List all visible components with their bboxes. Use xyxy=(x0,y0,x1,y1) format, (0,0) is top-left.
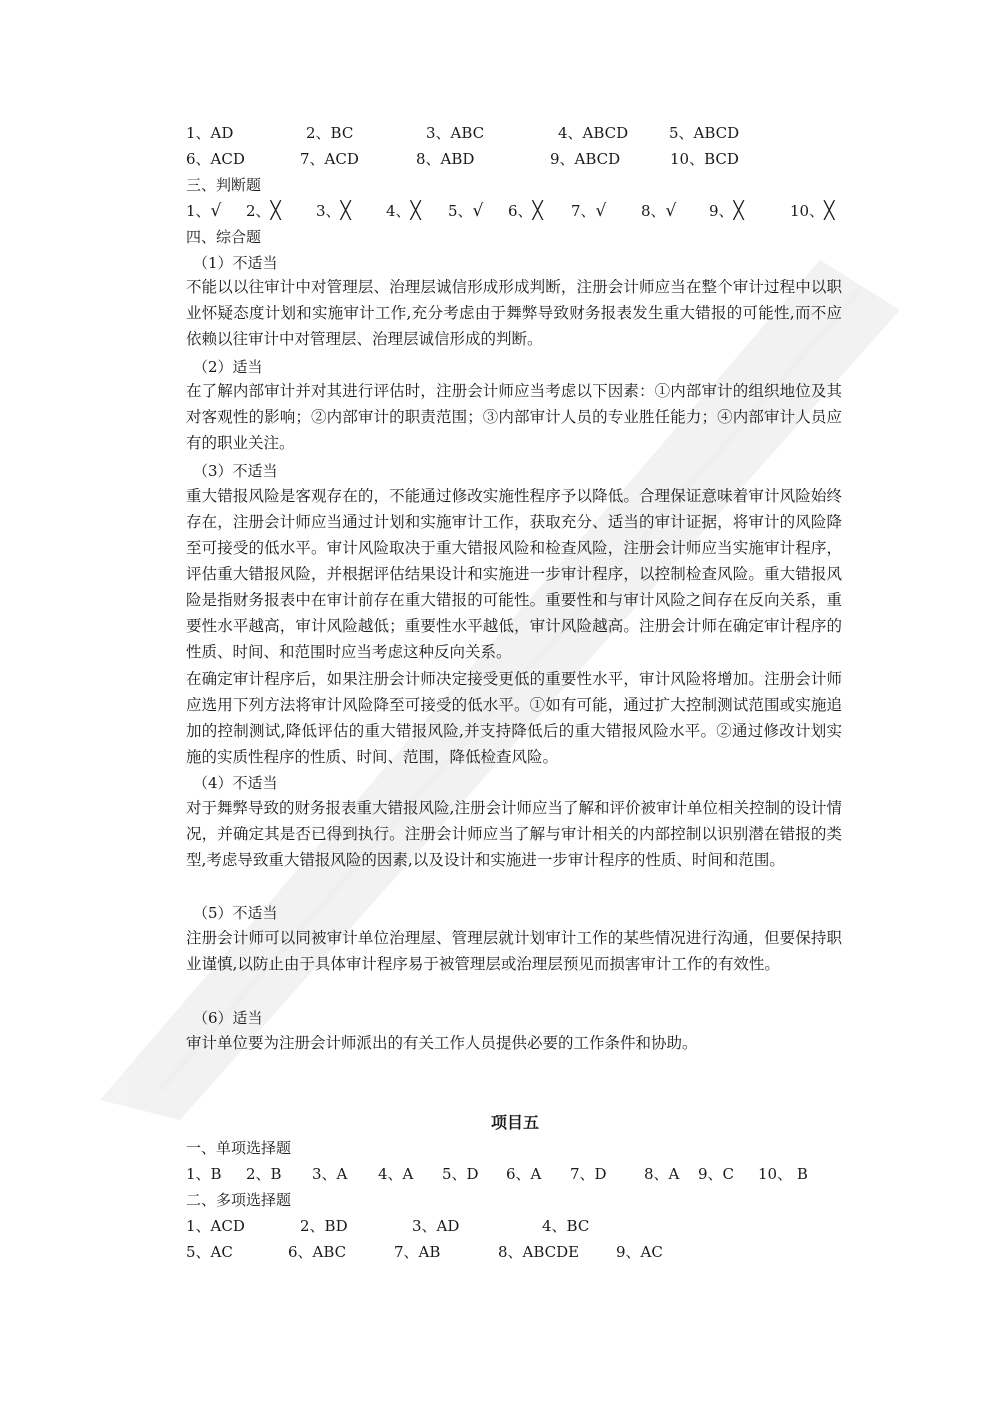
section-heading: 四、综合题 xyxy=(186,228,262,246)
judge-num: 3、 xyxy=(316,202,341,220)
judge-num: 6、 xyxy=(508,202,533,220)
answer-item: 6、A xyxy=(506,1165,542,1183)
answer-item: 2、B xyxy=(246,1165,282,1183)
question-label: （2）适当 xyxy=(193,358,263,376)
question-label: （1）不适当 xyxy=(193,254,278,272)
answer-item: 5、AC xyxy=(186,1243,233,1261)
answer-item: 4、A xyxy=(378,1165,414,1183)
cross-mark: ╳ xyxy=(340,201,351,221)
judge-num: 4、 xyxy=(386,202,411,220)
section-heading: 一、单项选择题 xyxy=(186,1139,292,1157)
judge-num: 9、 xyxy=(709,202,734,220)
question-label: （6）适当 xyxy=(193,1009,263,1027)
cross-mark: ╳ xyxy=(410,201,421,221)
section-heading: 二、多项选择题 xyxy=(186,1191,292,1209)
check-mark: √ xyxy=(665,201,677,221)
judge-num: 8、 xyxy=(641,202,666,220)
judge-num: 1、 xyxy=(186,202,211,220)
check-mark: √ xyxy=(595,201,607,221)
answer-paragraph: 审计单位要为注册会计师派出的有关工作人员提供必要的工作条件和协助。 xyxy=(186,1034,698,1052)
answer-item: 3、A xyxy=(312,1165,348,1183)
answer-item: 6、ACD xyxy=(186,150,245,168)
answer-item: 8、ABCDE xyxy=(498,1243,580,1261)
answer-item: 4、ABCD xyxy=(558,124,629,142)
cross-mark: ╳ xyxy=(270,201,281,221)
answer-paragraph: 在了解内部审计并对其进行评估时，注册会计师应当考虑以下因素：①内部审计的组织地位及其对客观性的影响；②内部审计的职责范围；③内部审计人员的专业胜任能力；④内部审计人员应有的职业关注。 xyxy=(186,382,842,452)
answer-item: 9、AC xyxy=(616,1243,663,1261)
judge-num: 5、 xyxy=(448,202,473,220)
answer-item: 10、 B xyxy=(758,1165,808,1183)
question-label: （5）不适当 xyxy=(193,904,278,922)
answer-item: 8、ABD xyxy=(416,150,475,168)
answer-item: 3、AD xyxy=(412,1217,460,1235)
cross-mark: ╳ xyxy=(532,201,543,221)
answer-item: 3、ABC xyxy=(426,124,485,142)
answer-item: 5、ABCD xyxy=(669,124,740,142)
answer-item: 4、BC xyxy=(542,1217,590,1235)
cross-mark: ╳ xyxy=(824,201,835,221)
judge-num: 7、 xyxy=(571,202,596,220)
answer-paragraph: 对于舞弊导致的财务报表重大错报风险,注册会计师应当了解和评价被审计单位相关控制的设计情况，并确定其是否已得到执行。注册会计师应当了解与审计相关的内部控制以识别潜在错报的类型,考虑导致重大错报风险的因素,以及设计和实施进一步审计程序的性质、时间和范围。 xyxy=(186,799,842,869)
cross-mark: ╳ xyxy=(733,201,744,221)
question-label: （3）不适当 xyxy=(193,462,278,480)
answer-item: 1、AD xyxy=(186,124,234,142)
answer-item: 1、ACD xyxy=(186,1217,245,1235)
section-heading: 三、判断题 xyxy=(186,176,262,194)
answer-item: 6、ABC xyxy=(288,1243,347,1261)
answer-item: 5、D xyxy=(442,1165,479,1183)
judge-num: 2、 xyxy=(246,202,271,220)
answer-paragraph: 注册会计师可以同被审计单位治理屋、管理层就计划审计工作的某些情况进行沟通，但要保持职业谨慎,以防止由于具体审计程序易于被管理层或治理层预见而损害审计工作的有效性。 xyxy=(186,929,842,973)
answer-item: 9、ABCD xyxy=(550,150,621,168)
answer-paragraph: 在确定审计程序后，如果注册会计师决定接受更低的重要性水平，审计风险将增加。注册会计师应选用下列方法将审计风险降至可接受的低水平。①如有可能，通过扩大控制测试范围或实施追加的控制测试,降低评估的重大错报风险,并支持降低后的重大错报风险水平。②通过修改计划实施的实质性程序的性质、时间、范围，降低检查风险。 xyxy=(186,670,842,766)
answer-paragraph: 重大错报风险是客观存在的，不能通过修改实施性程序予以降低。合理保证意味着审计风险始终存在，注册会计师应当通过计划和实施审计工作，获取充分、适当的审计证据，将审计的风险降至可接受的低水平。审计风险取决于重大错报风险和检查风险，注册会计师应当实施审计程序，评估重大错报风险，并根据评估结果设计和实施进一步审计程序，以控制检查风险。重大错报风险是指财务报表中在审计前存在重大错报的可能性。重要性和与审计风险之间存在反向关系，重要性水平越高，审计风险越低；重要性水平越低，审计风险越高。注册会计师在确定审计程序的性质、时间、和范围时应当考虑这种反向关系。 xyxy=(186,487,842,661)
check-mark: √ xyxy=(472,201,484,221)
answer-item: 7、ACD xyxy=(300,150,359,168)
section-title: 项目五 xyxy=(490,1113,539,1132)
answer-item: 9、C xyxy=(698,1165,735,1183)
answer-item: 7、AB xyxy=(394,1243,441,1261)
answer-item: 8、A xyxy=(644,1165,680,1183)
answer-paragraph: 不能以以往审计中对管理层、治理层诚信形成形成判断，注册会计师应当在整个审计过程中以职业怀疑态度计划和实施审计工作,充分考虑由于舞弊导致财务报表发生重大错报的可能性,而不应依赖以往审计中对管理层、治理层诚信形成的判断。 xyxy=(186,278,842,348)
question-label: （4）不适当 xyxy=(193,774,278,792)
answer-item: 7、D xyxy=(570,1165,607,1183)
answer-item: 2、BD xyxy=(300,1217,348,1235)
answer-item: 2、BC xyxy=(306,124,354,142)
judge-num: 10、 xyxy=(790,202,825,220)
check-mark: √ xyxy=(210,201,222,221)
answer-item: 10、BCD xyxy=(670,150,739,168)
answer-item: 1、B xyxy=(186,1165,222,1183)
